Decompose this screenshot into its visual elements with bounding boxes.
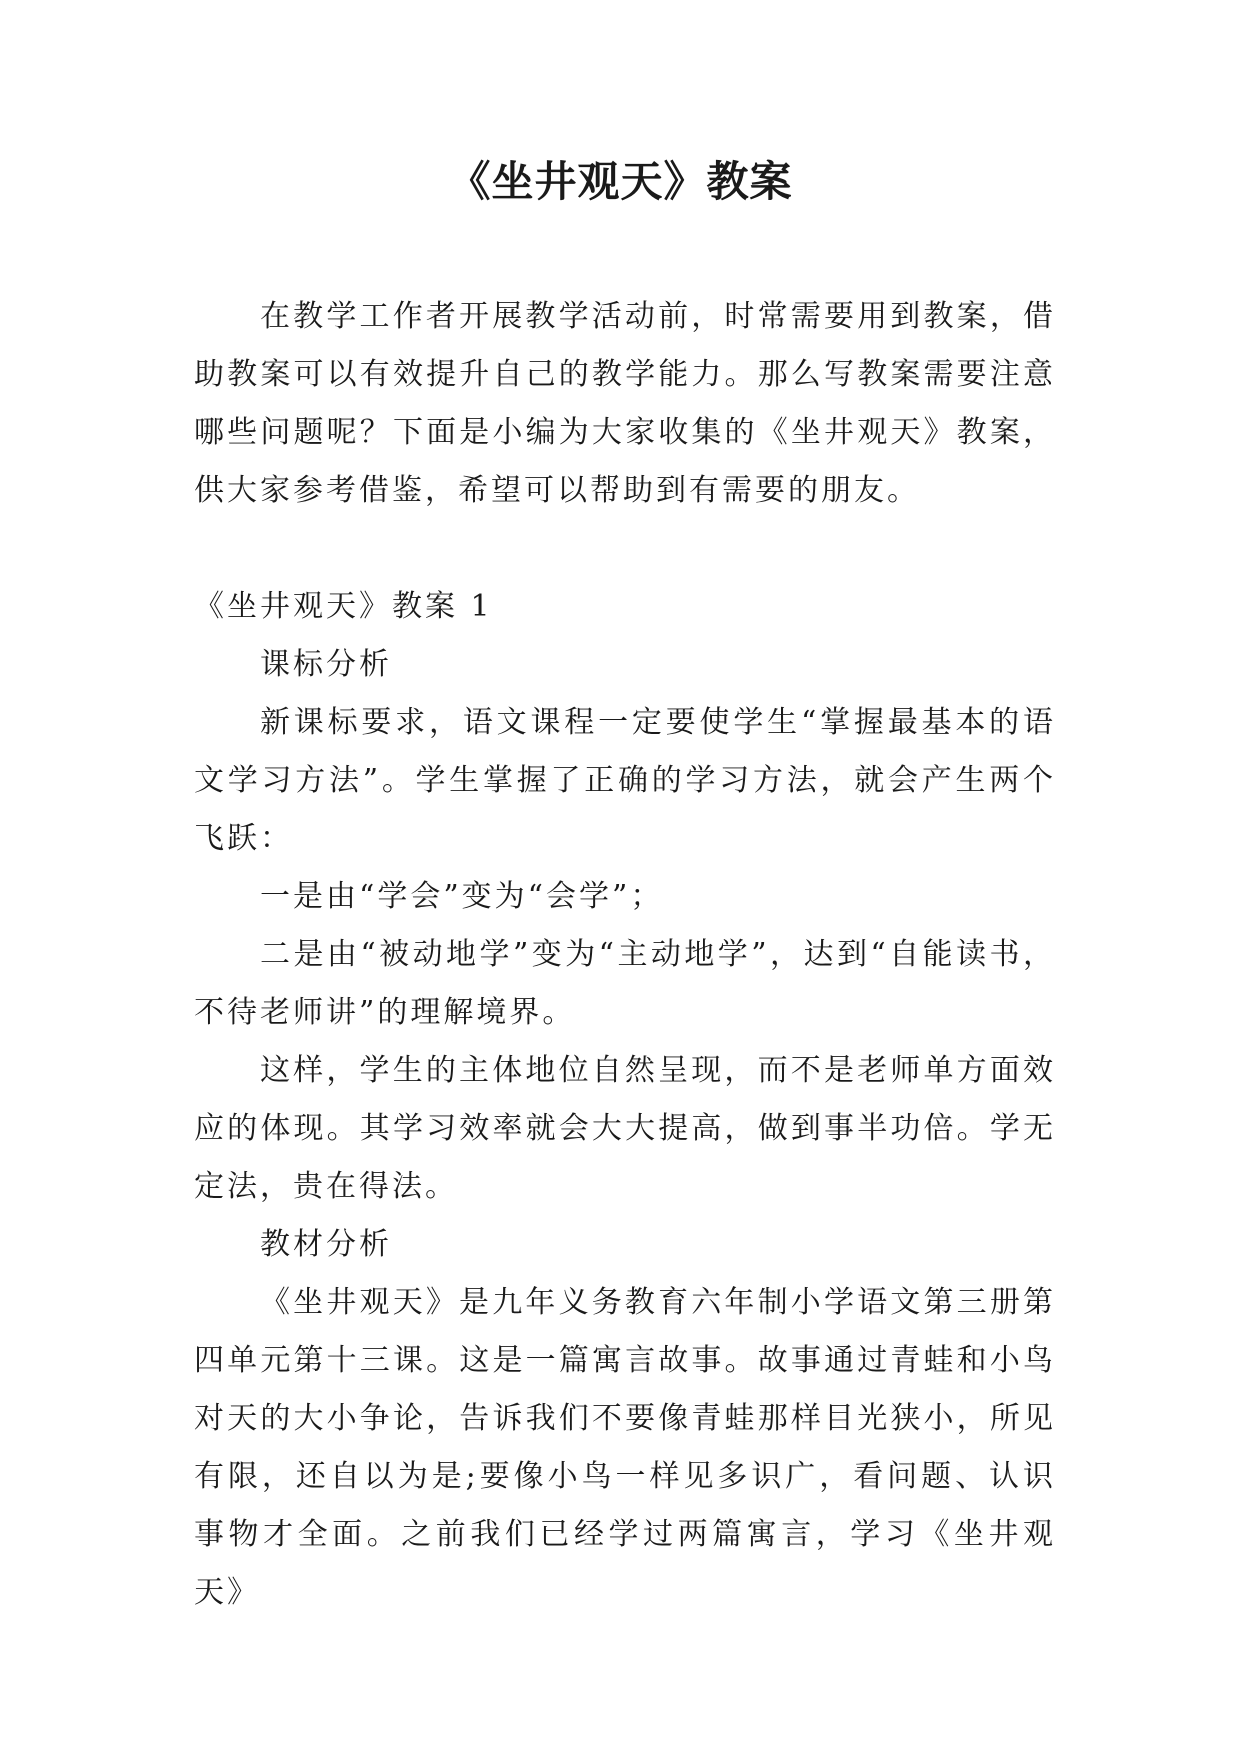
section-1 [194, 578, 1056, 1622]
heading-textbook-analysis: 教材分析 [260, 1227, 392, 1262]
heading-curriculum-analysis: 课标分析 [260, 647, 392, 682]
paragraph-curriculum-requirement: 新课标要求，语文课程一定要使学生“掌握最基本的语文学习方法”。学生掌握了正确的学习方法，就会产生两个飞跃： [194, 705, 1056, 856]
section-1-title: 《坐井观天》教案 1 [194, 589, 493, 624]
document-title: 《坐井观天》教案 [448, 157, 793, 206]
paragraph-textbook-description: 《坐井观天》是九年义务教育六年制小学语文第三册第四单元第十三课。这是一篇寓言故事。故事通过青蛙和小鸟对天的大小争论，告诉我们不要像青蛙那样目光狭小，所见有限，还自以为是;要像小鸟一样见多识广，看问题、认识事物才全面。之前我们已经学过两篇寓言，学习《坐井观天》 [194, 1285, 1056, 1610]
paragraph-leap-two: 二是由“被动地学”变为“主动地学”，达到“自能读书，不待老师讲”的理解境界。 [194, 937, 1056, 1030]
intro-paragraph: 在教学工作者开展教学活动前，时常需要用到教案，借助教案可以有效提升自己的教学能力。那么写教案需要注意哪些问题呢？下面是小编为大家收集的《坐井观天》教案，供大家参考借鉴，希望可以帮助到有需要的朋友。 [194, 299, 1056, 508]
paragraph-leap-one: 一是由“学会”变为“会学”； [260, 879, 664, 914]
paragraph-student-subject: 这样，学生的主体地位自然呈现，而不是老师单方面效应的体现。其学习效率就会大大提高，做到事半功倍。学无定法，贵在得法。 [194, 1053, 1056, 1204]
